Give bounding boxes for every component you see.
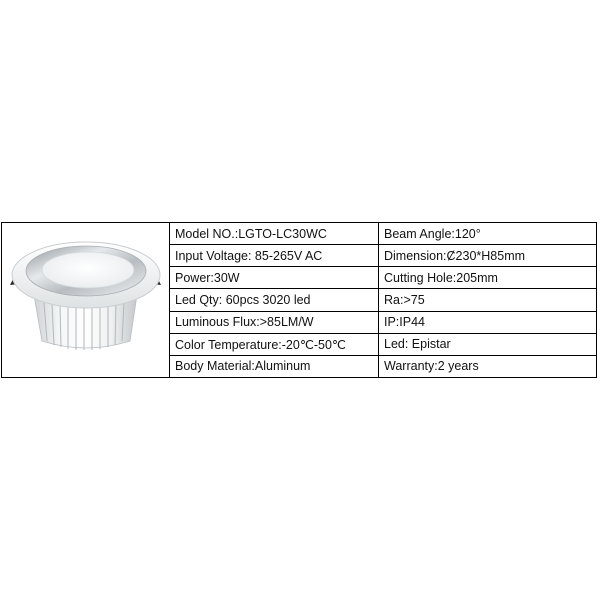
spec-column-right: [379, 223, 596, 377]
spec-luminous-flux: Luminous Flux:>85LM/W: [170, 312, 378, 334]
spec-led-brand: Led: Epistar: [379, 334, 596, 356]
spec-led-qty: Led Qty: 60pcs 3020 led: [170, 289, 378, 311]
spec-power: Power:30W: [170, 267, 378, 289]
spec-beam-angle: Beam Angle:120°: [379, 223, 596, 245]
spec-ra: Ra:>75: [379, 289, 596, 311]
spec-cutting-hole: Cutting Hole:205mm: [379, 267, 596, 289]
spec-table: [1, 222, 597, 378]
spec-ip-rating: IP:IP44: [379, 312, 596, 334]
product-photo-cell: [2, 223, 170, 377]
spec-dimension: Dimension:Ȼ230*H85mm: [379, 245, 596, 267]
spec-warranty: Warranty:2 years: [384, 359, 479, 374]
spec-body-material: Body Material:Aluminum: [175, 359, 311, 374]
spec-color-temperature: Color Temperature:-20℃-50℃: [170, 334, 378, 356]
spec-column-left: [170, 223, 379, 377]
downlight-product-image: [2, 223, 169, 377]
spec-input-voltage: Input Voltage: 85-265V AC: [170, 245, 378, 267]
spec-model-number: Model NO.:LGTO-LC30WC: [170, 223, 378, 245]
